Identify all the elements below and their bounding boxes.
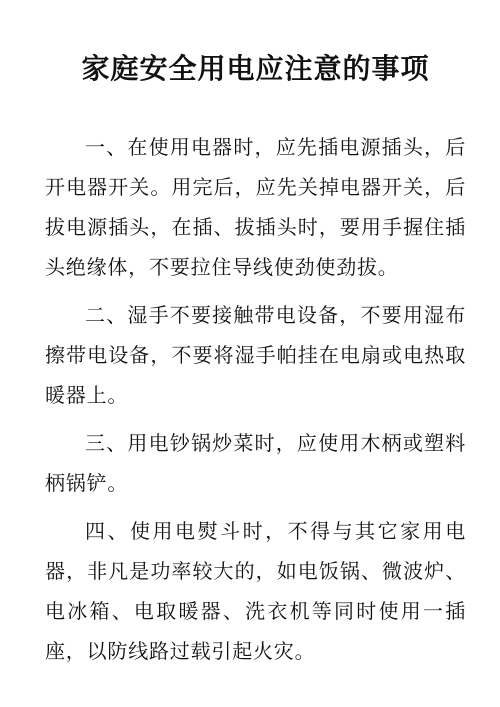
paragraph-2: 二、湿手不要接触带电设备，不要用湿布擦带电设备，不要将湿手帕挂在电扇或电热取暖器上。 <box>45 303 466 407</box>
paragraph-1: 一、在使用电器时，应先插电源插头，后开电器开关。用完后，应先关掉电器开关，后拔电源插头，在插、拔插头时，要用手握住插头绝缘体，不要拉住导线使劲使劲拔。 <box>45 135 466 279</box>
paragraph-4: 四、使用电熨斗时，不得与其它家用电器，非凡是功率较大的，如电饭锅、微波炉、电冰箱、电取暖器、洗衣机等同时使用一插座，以防线路过载引起火灾。 <box>45 519 466 663</box>
paragraph-3: 三、用电钞锅炒菜时，应使用木柄或塑料柄锅铲。 <box>45 431 466 495</box>
page-title: 家庭安全用电应注意的事项 <box>81 52 430 85</box>
